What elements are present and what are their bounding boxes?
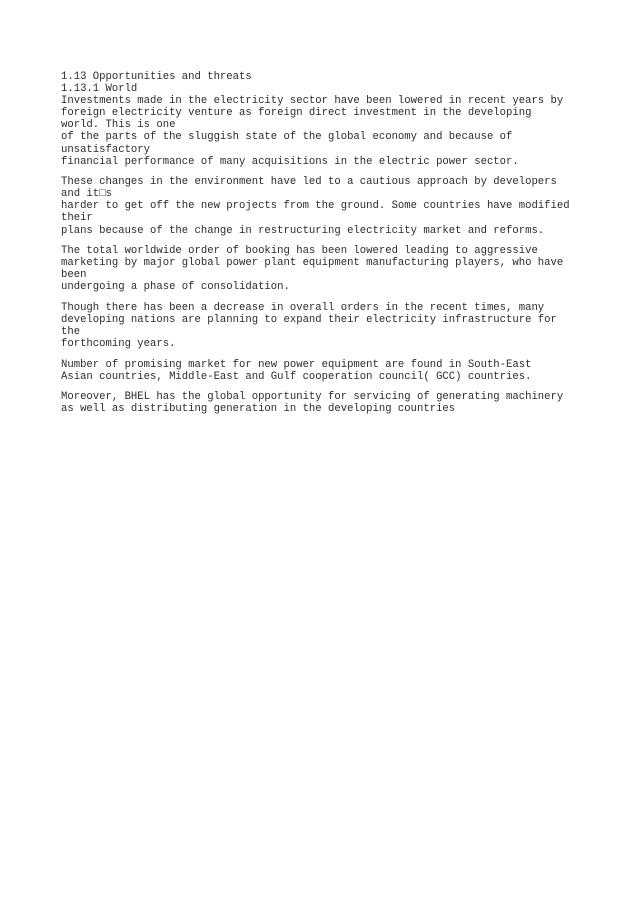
paragraph-line: developing nations are planning to expand their electricity infrastructure for (61, 313, 557, 326)
paragraph-line: been (61, 269, 87, 282)
paragraph-line: These changes in the environment have led to a cautious approach by developers (61, 176, 557, 189)
paragraph-line: foreign electricity venture as foreign direct investment in the developing (61, 107, 532, 120)
paragraph-line: marketing by major global power plant equipment manufacturing players, who have (61, 257, 564, 270)
section-heading: 1.13 Opportunities and threats (61, 71, 252, 83)
paragraph-line: as well as distributing generation in the developing countries (61, 403, 456, 416)
paragraph-3 (61, 245, 601, 293)
paragraph-line: Moreover, BHEL has the global opportunity for servicing of generating machinery (61, 391, 564, 404)
paragraph-line: of the parts of the sluggish state of the global economy and because of (61, 131, 513, 144)
paragraph-line: Investments made in the electricity sector have been lowered in recent years by (61, 95, 564, 108)
paragraph-line: financial performance of many acquisitions in the electric power sector. (61, 155, 519, 168)
paragraph-line: Asian countries, Middle-East and Gulf cooperation council( GCC) countries. (61, 370, 532, 383)
heading-block (61, 71, 601, 95)
paragraph-line: plans because of the change in restructuring electricity market and reforms. (61, 224, 545, 237)
document-body (61, 71, 601, 424)
paragraph-line: Though there has been a decrease in overall orders in the recent times, many (61, 301, 545, 314)
paragraph-6 (61, 391, 601, 415)
paragraph-1 (61, 95, 601, 168)
paragraph-line: forthcoming years. (61, 338, 176, 351)
paragraph-line: Number of promising market for new power equipment are found in South-East (61, 358, 532, 371)
paragraph-5 (61, 359, 601, 383)
paragraph-line: the (61, 325, 81, 338)
paragraph-line: their (61, 212, 93, 225)
paragraph-line: The total worldwide order of booking has been lowered leading to aggressive (61, 245, 538, 257)
paragraph-4 (61, 302, 601, 350)
paragraph-line: undergoing a phase of consolidation. (61, 281, 290, 294)
paragraph-line: world. This is one (61, 119, 176, 132)
paragraph-line: unsatisfactory (61, 143, 151, 156)
paragraph-line: and it□s (61, 188, 112, 201)
subsection-heading: 1.13.1 World (61, 83, 138, 96)
paragraph-2 (61, 176, 601, 236)
paragraph-line: harder to get off the new projects from the ground. Some countries have modified (61, 200, 570, 213)
